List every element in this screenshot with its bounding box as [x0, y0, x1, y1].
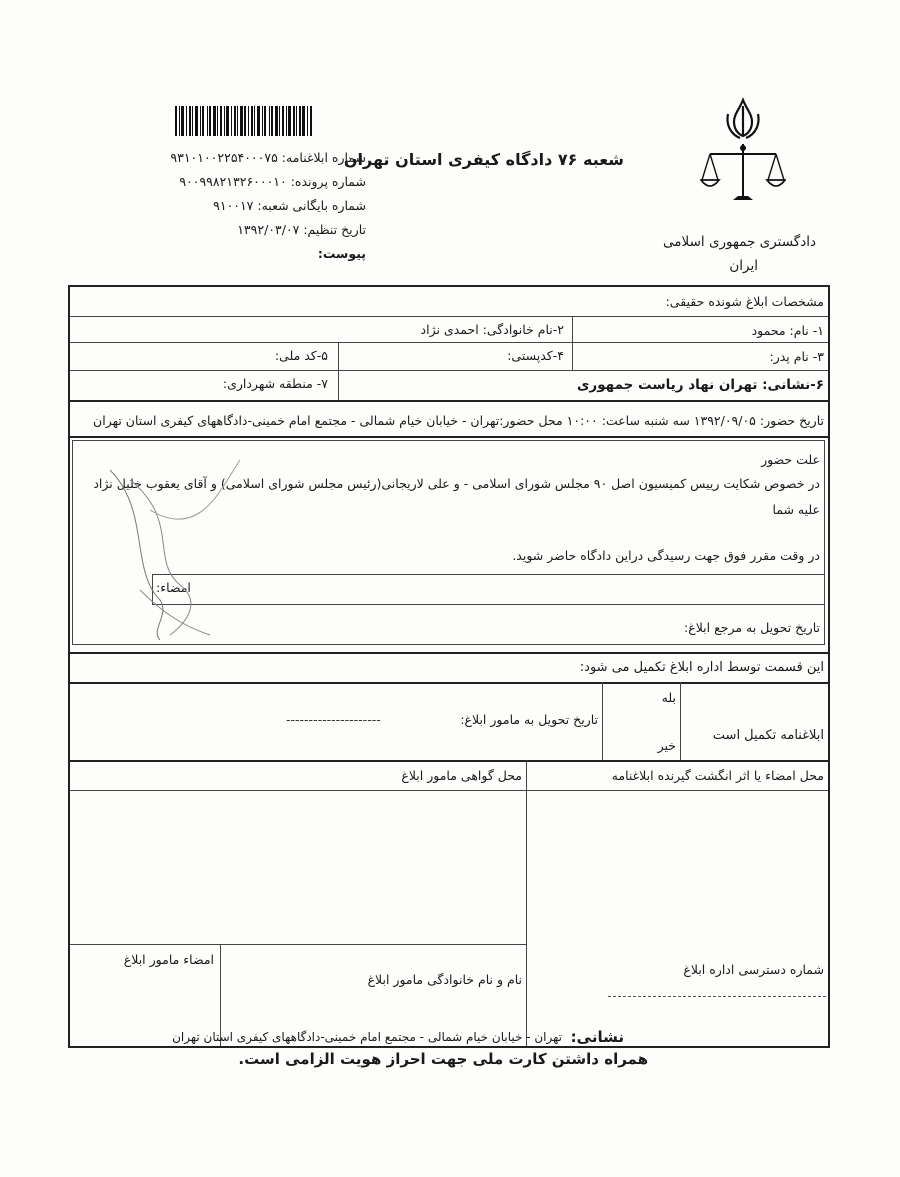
case-number: شماره پرونده: ۹۰۰۹۹۸۲۱۳۲۶۰۰۰۱۰: [179, 174, 366, 189]
return-date-label: تاریخ تحویل به مرجع ابلاغ:: [684, 620, 820, 635]
court-title: شعبه ۷۶ دادگاه کیفری استان تهران: [343, 150, 624, 169]
recipient-place-label: محل امضاء یا اثر انگشت گیرنده ابلاغنامه: [611, 768, 824, 783]
hearing-info: تاریخ حضور: ۱۳۹۲/۰۹/۰۵ سه شنبه ساعت: ۱۰:۰۰ محل حضور:تهران - خیابان خیام شمالی - مجتمع امام خمینی-دادگاههای کیفری استان تهران: [93, 413, 824, 428]
district: ۷- منطقه شهرداری:: [222, 376, 328, 391]
org-line2: ایران: [729, 258, 758, 274]
office-section-title: این قسمت توسط اداره ابلاغ تکمیل می شود:: [579, 660, 824, 675]
notice-number: شماره ابلاغنامه: ۹۳۱۰۱۰۰۲۲۵۴۰۰۰۷۵: [170, 150, 366, 165]
no-label: خیر: [657, 738, 676, 753]
id-notice: همراه داشتن کارت ملی جهت احراز هویت الزامی است.: [238, 1050, 648, 1068]
summons-text: در وقت مقرر فوق جهت رسیدگی دراین دادگاه حاضر شوید.: [512, 548, 820, 563]
address: ۶-نشانی: تهران نهاد ریاست جمهوری: [577, 377, 824, 393]
delivery-date-label: تاریخ تحویل به مامور ابلاغ:: [460, 712, 598, 727]
postal-code: ۴-کدپستی:: [507, 348, 564, 363]
father-name: ۳- نام پدر:: [769, 349, 824, 364]
scales-of-justice-icon: [700, 140, 786, 210]
access-number-label: شماره دسترسی اداره ابلاغ: [683, 962, 824, 977]
issue-date: تاریخ تنظیم: ۱۳۹۲/۰۳/۰۷: [237, 222, 366, 237]
reason-text-line1: در خصوص شکایت رییس کمیسیون اصل ۹۰ مجلس شورای اسلامی - و علی لاریجانی(رئیس مجلس شورای اسلامی) و آقای یعقوب خلیل نژاد: [93, 476, 820, 491]
iran-emblem-icon: [720, 96, 766, 142]
reason-text-line2: علیه شما: [772, 502, 820, 517]
reason-title: علت حضور: [761, 452, 820, 467]
last-name: ۲-نام خانوادگی: احمدی نژاد: [420, 322, 564, 337]
footer-address-label: نشانی:: [570, 1028, 624, 1046]
complete-label: ابلاغنامه تکمیل است: [712, 728, 824, 743]
officer-witness-label: محل گواهی مامور ابلاغ: [401, 768, 522, 783]
national-code: ۵-کد ملی:: [274, 348, 328, 363]
first-name: ۱- نام: محمود: [751, 323, 824, 338]
officer-name-label: نام و نام خانوادگی مامور ابلاغ: [367, 972, 522, 987]
attachment-label: پیوست:: [317, 246, 366, 261]
signature-label: امضاء:: [156, 580, 191, 595]
archive-number: شماره بایگانی شعبه: ۹۱۰۰۱۷: [213, 198, 366, 213]
officer-signature-label: امضاء مامور ابلاغ: [123, 952, 214, 967]
footer-address-text: تهران - خیابان خیام شمالی - مجتمع امام خمینی-دادگاههای کیفری استان تهران: [172, 1030, 562, 1044]
access-number-line: [608, 996, 826, 997]
org-line1: دادگستری جمهوری اسلامی: [663, 234, 816, 250]
delivery-date-dashes: ---------------------: [286, 712, 381, 727]
recipient-section-title: مشخصات ابلاغ شونده حقیقی:: [665, 294, 824, 309]
yes-label: بله: [661, 690, 676, 705]
barcode: [174, 106, 364, 136]
signature-scribble: [90, 450, 250, 650]
